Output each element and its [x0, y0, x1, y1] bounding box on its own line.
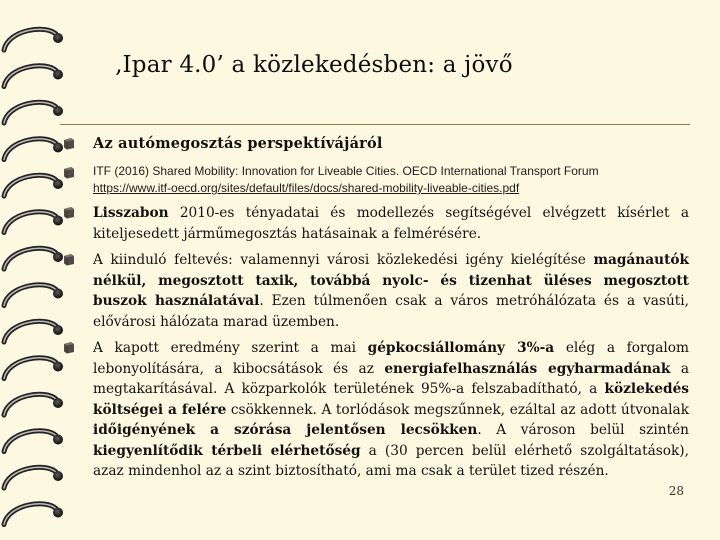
bullet-box-icon — [63, 250, 93, 266]
spiral-ring — [4, 285, 63, 306]
spiral-ring — [4, 358, 63, 379]
bullet-box-icon — [63, 163, 93, 179]
spiral-ring — [4, 394, 63, 415]
bold-span: magánautók nélkül, megosztott taxik, továbbá nyolc- és tizenhat üléses megosztott buszok használatával — [93, 252, 689, 309]
bold-span: kiegyenlítődik térbeli elérhetőség — [93, 442, 361, 459]
citation — [93, 163, 689, 197]
bullet-item — [63, 338, 689, 482]
text-span: csökkennek. A torlódások megszűnnek, ezáltal az adott útvonalak — [226, 401, 689, 418]
bullet-box-icon — [63, 338, 93, 354]
spiral-ring — [4, 467, 63, 488]
bullet-item — [63, 203, 689, 244]
text-span: a megtakarításával. A közparkolók területének 95%-a felszabadítható, a — [93, 360, 689, 397]
bullet-box-icon — [63, 134, 93, 150]
text-span: elég a forgalom lebonyolítására, a kibocsátások és az — [93, 340, 690, 377]
bullet-list — [63, 134, 689, 482]
bold-span: gépkocsiállomány 3%-a — [367, 340, 555, 356]
bullet-item — [63, 134, 689, 154]
spiral-ring — [4, 66, 63, 87]
text-span: . A városon belül szintén — [477, 422, 689, 438]
bullet-paragraph — [93, 250, 689, 332]
spiral-ring — [4, 431, 63, 452]
bullet-item — [63, 163, 689, 197]
spiral-ring — [4, 139, 63, 160]
bold-span: Lisszabon — [93, 205, 169, 221]
text-span: . Ezen túlmenően csak a város metróhálózata és a vasúti, elővárosi hálózata marad üzemben. — [93, 293, 689, 330]
spiral-ring — [4, 248, 63, 269]
text-span: A kiinduló feltevés: valamennyi városi közlekedési igény kielégítése — [93, 252, 594, 268]
bold-span: közlekedés költségei a felére — [93, 381, 689, 418]
bold-span: energiafelhasználás egyharmadának — [384, 360, 671, 377]
citation-text: ITF (2016) Shared Mobility: Innovation for Liveable Cities. OECD International Transport Forum — [93, 164, 599, 178]
title-divider — [60, 124, 690, 125]
spiral-ring — [4, 212, 63, 233]
spiral-ring — [4, 321, 63, 342]
spiral-ring — [4, 504, 63, 525]
citation-link[interactable]: https://www.itf-oecd.org/sites/default/files/docs/shared-mobility-liveable-cities.pdf — [93, 181, 520, 195]
text-span: A kapott eredmény szerint a mai — [93, 340, 368, 356]
text-span: a (30 percen belül elérhető szolgáltatások), azaz mindenhol az a szint biztosítható, ami ma csak a terület tized részén. — [93, 442, 689, 479]
bullet-paragraph — [93, 338, 689, 482]
slide-title: ‚Ipar 4.0’ a közlekedésben: a jövő — [115, 52, 513, 78]
bold-span: időigényének a szórása jelentősen lecsökken — [93, 422, 478, 438]
page-number: 28 — [668, 484, 684, 498]
spiral-ring — [4, 29, 63, 50]
text-span: 2010-es tényadatai és modellezés segítségével elvégzett kísérlet a kiteljesedett járműmegosztás hatásainak a felmérésére. — [93, 205, 689, 242]
bullet-heading: Az autómegosztás perspektívájáról — [93, 135, 383, 152]
bullet-item — [63, 250, 689, 332]
spiral-ring — [4, 175, 63, 196]
spiral-ring — [4, 102, 63, 123]
bullet-box-icon — [63, 203, 93, 219]
bullet-paragraph — [93, 203, 689, 244]
